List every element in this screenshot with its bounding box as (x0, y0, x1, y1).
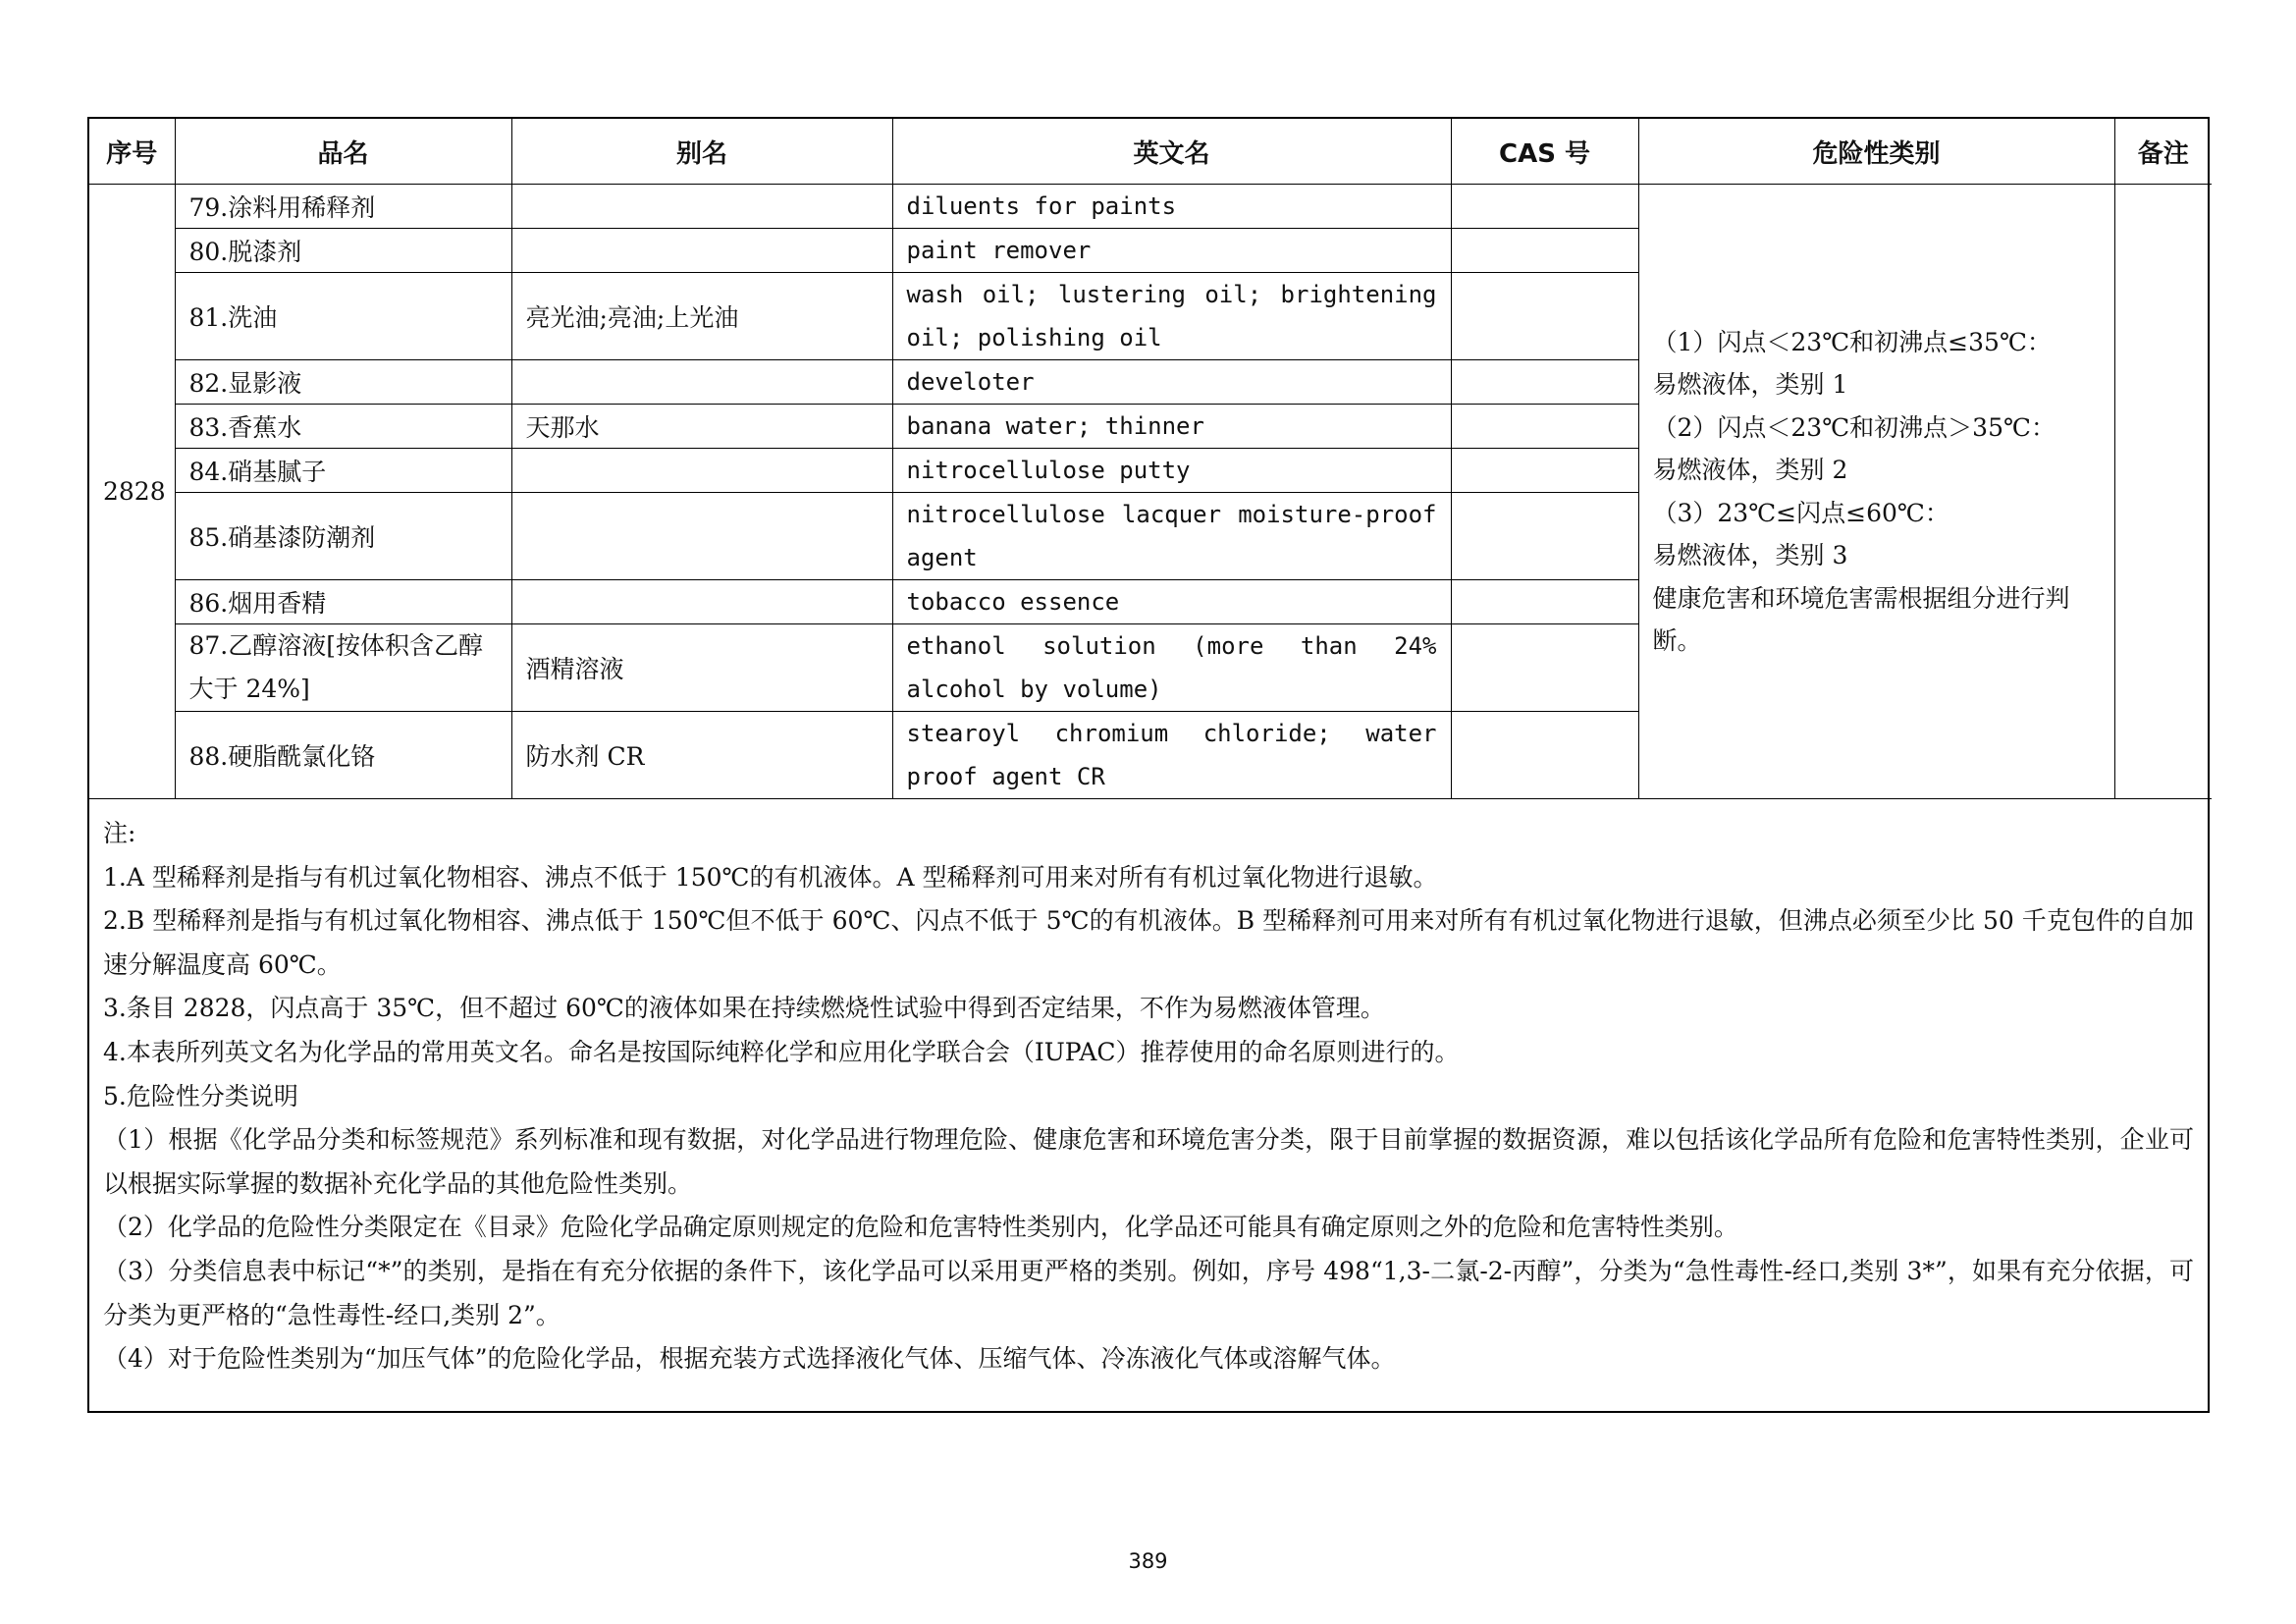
cas-cell (1451, 229, 1638, 273)
hazard-line: （3）23℃≤闪点≤60℃： (1652, 498, 1949, 527)
name-cell: 87.乙醇溶液[按体积含乙醇大于 24%] (175, 624, 511, 712)
alias-cell: 酒精溶液 (511, 624, 892, 712)
hazard-line: 健康危害和环境危害需根据组分进行判断。 (1652, 583, 2070, 655)
chemical-table (89, 119, 2212, 799)
name-cell: 88.硬脂酰氯化铬 (175, 712, 511, 799)
remark-cell (2114, 185, 2212, 799)
note-item: 2.B 型稀释剂是指与有机过氧化物相容、沸点低于 150℃但不低于 60℃、闪点不低于 5℃的有机液体。B 型稀释剂可用来对所有有机过氧化物进行退敏，但沸点必须至少比 50 千克包件的自加速分解温度高 60℃。 (103, 906, 2194, 979)
alias-cell (511, 580, 892, 624)
document-frame (87, 117, 2210, 1413)
name-cell: 81.洗油 (175, 273, 511, 360)
alias-cell (511, 360, 892, 405)
hazard-line: 易燃液体，类别 2 (1652, 456, 1848, 484)
hazard-line: 易燃液体，类别 3 (1652, 541, 1848, 569)
name-cell: 82.显影液 (175, 360, 511, 405)
hazard-line: （1）闪点＜23℃和初沸点≤35℃： (1652, 327, 2052, 356)
english-cell: ethanol solution (more than 24% alcohol by volume) (892, 624, 1451, 712)
note-item: 5.危险性分类说明 (103, 1081, 298, 1110)
name-cell: 80.脱漆剂 (175, 229, 511, 273)
english-cell: wash oil; lustering oil; brightening oil; polishing oil (892, 273, 1451, 360)
hazard-line: 易燃液体，类别 1 (1652, 370, 1848, 399)
alias-cell (511, 449, 892, 493)
note-item: （2）化学品的危险性分类限定在《目录》危险化学品确定原则规定的危险和危害特性类别内，化学品还可能具有确定原则之外的危险和危害特性类别。 (103, 1213, 1738, 1242)
header-seq: 序号 (89, 119, 175, 185)
english-cell: banana water; thinner (892, 405, 1451, 449)
alias-cell: 防水剂 CR (511, 712, 892, 799)
alias-cell (511, 229, 892, 273)
cas-cell (1451, 624, 1638, 712)
notes-section (89, 802, 2208, 1381)
header-alias: 别名 (511, 119, 892, 185)
hazard-line: （2）闪点＜23℃和初沸点＞35℃： (1652, 412, 2056, 442)
name-cell: 85.硝基漆防潮剂 (175, 493, 511, 580)
alias-cell: 亮光油;亮油;上光油 (511, 273, 892, 360)
seq-cell: 2828 (89, 185, 175, 799)
english-cell: paint remover (892, 229, 1451, 273)
header-remark: 备注 (2114, 119, 2212, 185)
alias-cell (511, 185, 892, 229)
cas-cell (1451, 449, 1638, 493)
header-hazard: 危险性类别 (1638, 119, 2114, 185)
header-name: 品名 (175, 119, 511, 185)
cas-cell (1451, 580, 1638, 624)
english-cell: nitrocellulose lacquer moisture-proof agent (892, 493, 1451, 580)
note-item: （4）对于危险性类别为“加压气体”的危险化学品，根据充装方式选择液化气体、压缩气体、冷冻液化气体或溶解气体。 (103, 1344, 1396, 1374)
table-row (89, 185, 2212, 229)
page-number: 389 (1128, 1549, 1168, 1573)
english-cell: stearoyl chromium chloride; water proof agent CR (892, 712, 1451, 799)
notes-title: 注: (103, 819, 136, 847)
note-item: 3.条目 2828，闪点高于 35℃，但不超过 60℃的液体如果在持续燃烧性试验中得到否定结果，不作为易燃液体管理。 (103, 994, 1385, 1023)
cas-cell (1451, 493, 1638, 580)
name-cell: 84.硝基腻子 (175, 449, 511, 493)
alias-cell (511, 493, 892, 580)
note-item: （1）根据《化学品分类和标签规范》系列标准和现有数据，对化学品进行物理危险、健康危害和环境危害分类，限于目前掌握的数据资源，难以包括该化学品所有危险和危害特性类别，企业可以根据实际掌握的数据补充化学品的其他危险性类别。 (103, 1125, 2194, 1198)
cas-cell (1451, 405, 1638, 449)
hazard-cell (1638, 185, 2114, 799)
header-english: 英文名 (892, 119, 1451, 185)
name-cell: 83.香蕉水 (175, 405, 511, 449)
alias-cell: 天那水 (511, 405, 892, 449)
english-cell: develoter (892, 360, 1451, 405)
english-cell: tobacco essence (892, 580, 1451, 624)
name-cell: 79.涂料用稀释剂 (175, 185, 511, 229)
cas-cell (1451, 273, 1638, 360)
cas-cell (1451, 360, 1638, 405)
note-item: （3）分类信息表中标记“*”的类别，是指在有充分依据的条件下，该化学品可以采用更严格的类别。例如，序号 498“1,3-二氯-2-丙醇”，分类为“急性毒性-经口,类别 3*”，如果有充分依据，可分类为更严格的“急性毒性-经口,类别 2”。 (103, 1256, 2194, 1329)
header-cas: CAS 号 (1451, 119, 1638, 185)
cas-cell (1451, 185, 1638, 229)
note-item: 4.本表所列英文名为化学品的常用英文名。命名是按国际纯粹化学和应用化学联合会（IUPAC）推荐使用的命名原则进行的。 (103, 1037, 1460, 1066)
english-cell: nitrocellulose putty (892, 449, 1451, 493)
cas-cell (1451, 712, 1638, 799)
english-cell: diluents for paints (892, 185, 1451, 229)
name-cell: 86.烟用香精 (175, 580, 511, 624)
table-header-row (89, 119, 2212, 185)
note-item: 1.A 型稀释剂是指与有机过氧化物相容、沸点不低于 150℃的有机液体。A 型稀释剂可用来对所有有机过氧化物进行退敏。 (103, 862, 1438, 892)
